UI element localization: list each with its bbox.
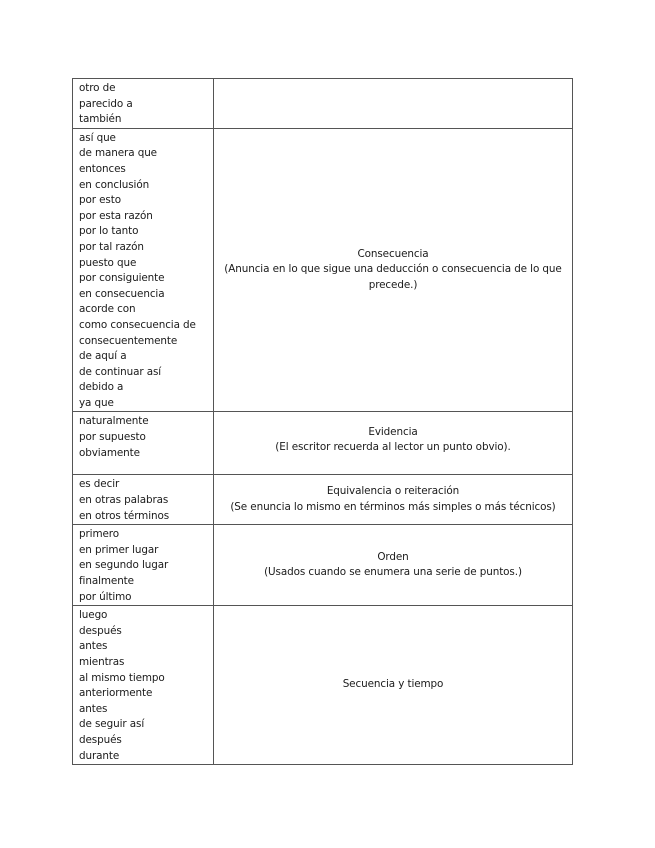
connector-word: parecido a [79,97,133,110]
connector-meaning-cell [214,525,573,606]
connector-word: así que [79,131,116,144]
connector-word: luego [79,609,108,622]
connector-word: en primer lugar [79,543,159,556]
connector-word: después [79,624,122,637]
connector-word: acorde con [79,303,136,316]
connector-row [73,79,573,129]
connector-meaning-cell [214,412,573,475]
connector-word: en otras palabras [79,494,169,507]
connector-word: mientras [79,656,125,668]
connector-word: de aquí a [79,350,127,363]
connector-word: también [79,113,122,126]
connector-word: de manera que [79,147,157,160]
connector-word: antes [79,702,108,715]
connector-row [73,606,573,765]
connector-row [73,412,573,475]
connector-words-cell [73,79,214,129]
meaning-title: Evidencia [368,425,418,438]
connector-word: obviamente [79,446,140,459]
connector-word: en otros términos [79,509,170,522]
connector-word: puesto que [79,256,137,269]
connector-word: al mismo tiempo [79,671,165,684]
connector-meaning-cell [214,128,573,412]
connector-word: entonces [79,162,126,175]
meaning-description: (El escritor recuerda al lector un punto obvio). [275,441,511,454]
connector-word: ya que [79,396,114,409]
connector-word: antes [79,640,108,653]
connector-word: en segundo lugar [79,559,169,572]
meaning-description: (Se enuncia lo mismo en términos más simples o más técnicos) [230,500,556,513]
connector-word: por último [79,590,132,603]
connector-word: por tal razón [79,240,144,253]
connector-words-cell [73,412,214,475]
meaning-title: Secuencia y tiempo [342,678,444,691]
connector-words-cell [73,606,214,765]
connectors-table-body [73,79,573,765]
connector-word: consecuentemente [79,334,178,347]
connector-word: por lo tanto [79,225,139,238]
connector-meaning-cell [214,606,573,765]
connector-words-cell [73,475,214,525]
connector-words-cell [73,128,214,412]
connector-word: otro de [79,82,116,94]
connector-word: de continuar así [79,365,162,378]
connector-row [73,128,573,412]
connector-meaning-cell [214,475,573,525]
connector-word: por esto [79,194,121,207]
connector-word: primero [79,528,119,541]
connectors-table [72,78,573,765]
connector-row [73,525,573,606]
connector-word: por supuesto [79,431,146,444]
connector-word: en consecuencia [79,287,165,300]
connector-word: después [79,733,122,746]
connector-word: por consiguiente [79,272,165,285]
connector-word: finalmente [79,575,134,588]
connector-word: debido a [79,381,124,394]
connector-word: es decir [79,478,120,491]
meaning-description: (Anuncia en lo que sigue una deducción o consecuencia de lo que precede.) [224,263,562,291]
connector-word: naturalmente [79,415,149,428]
connector-word: durante [79,749,120,762]
meaning-title: Orden [377,550,409,563]
connector-word: anteriormente [79,687,153,700]
connector-word: por esta razón [79,209,153,222]
connector-word: de seguir así [79,718,145,731]
connector-meaning-cell [214,79,573,129]
connector-row [73,475,573,525]
meaning-title: Equivalencia o reiteración [326,485,460,498]
connector-word: como consecuencia de [79,318,196,331]
meaning-title: Consecuencia [357,247,429,260]
connector-word: en conclusión [79,178,150,191]
connector-words-cell [73,525,214,606]
meaning-description: (Usados cuando se enumera una serie de puntos.) [264,566,522,579]
